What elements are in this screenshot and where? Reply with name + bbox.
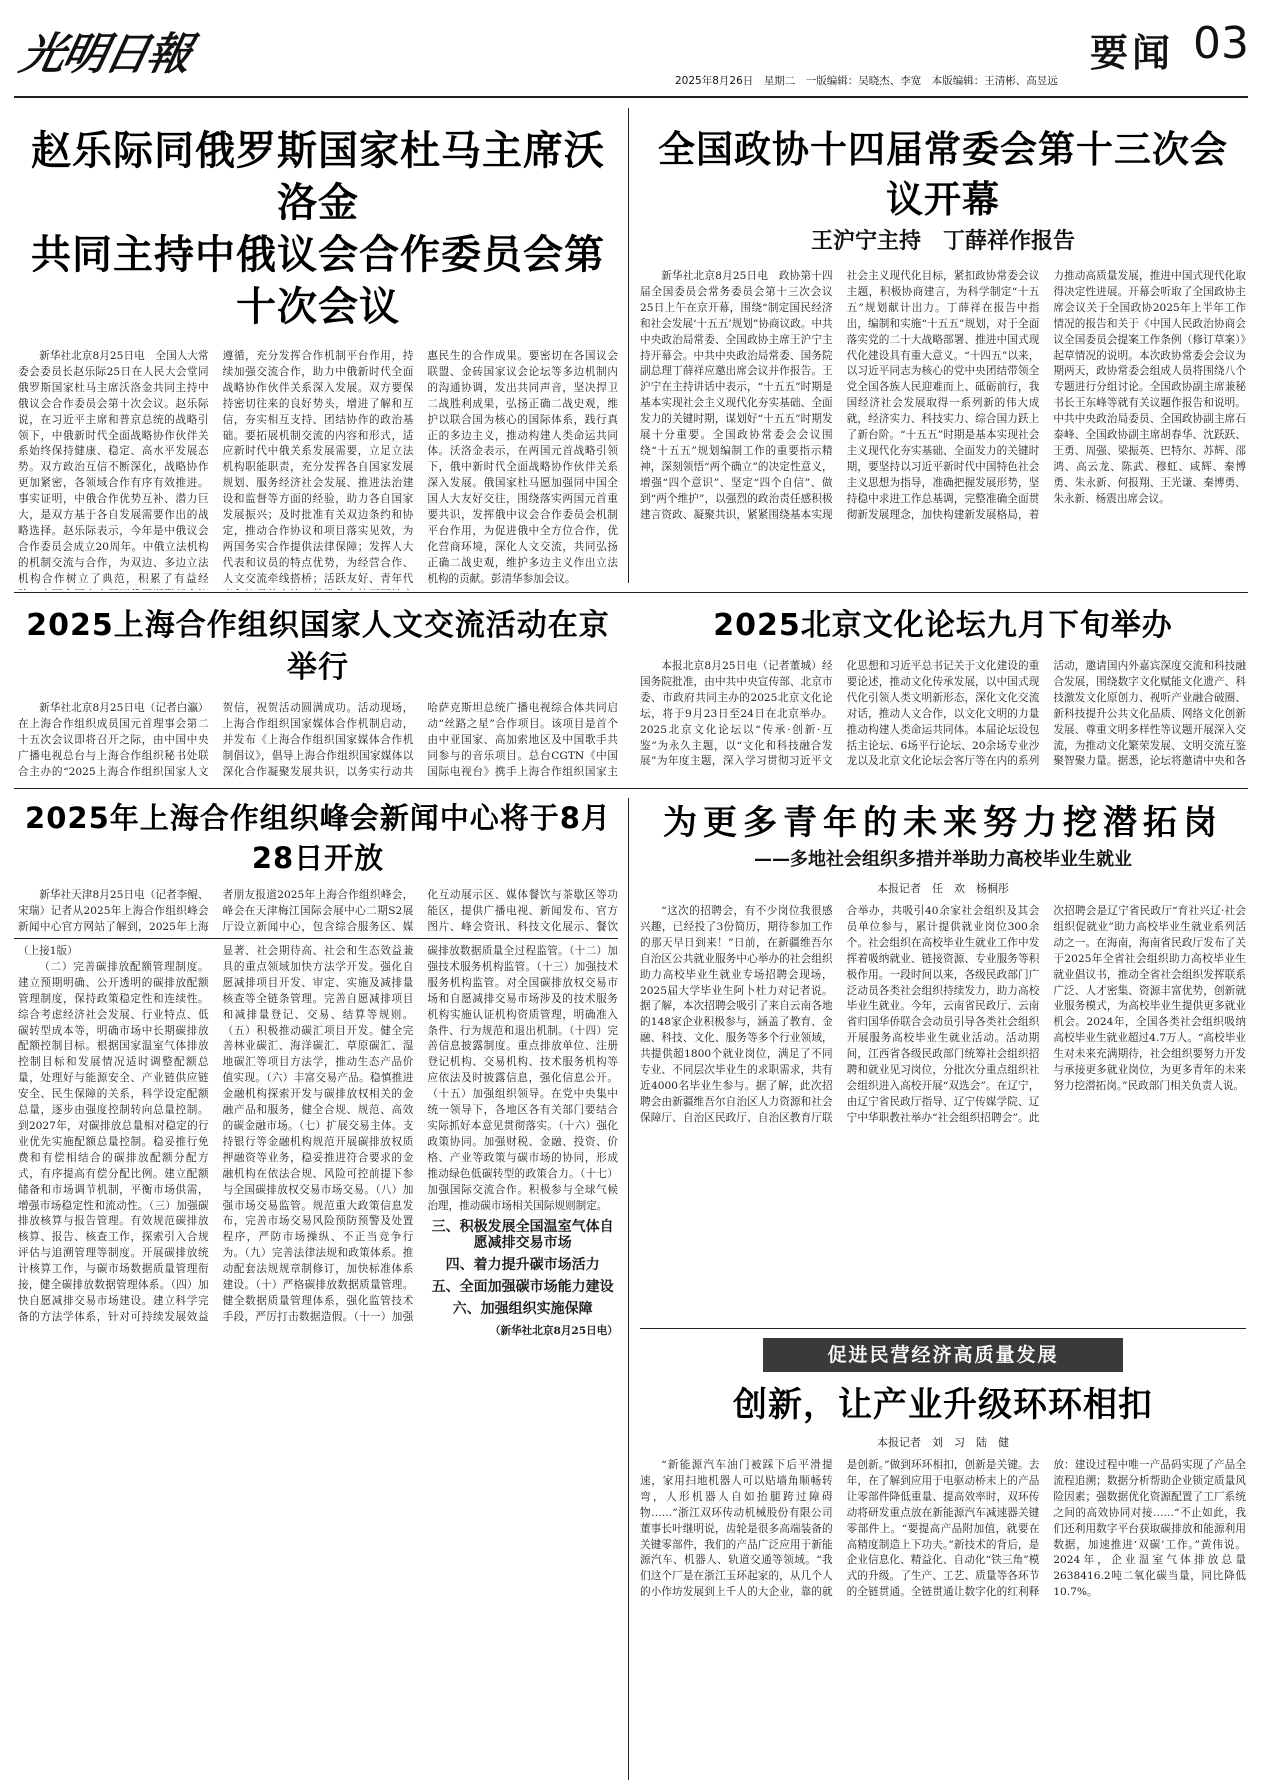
vertical-rule [628, 108, 629, 583]
a5-text: 新华社天津8月25日电（记者李鲲、宋瑞）记者从2025年上海合作组织峰会新闻中心官方网站了解到，2025年上海 者朋友报道2025年上海合作组织峰会，峰会在天津梅江国际会展中心二期S2展厅设立新闻中心，包含综合服务区、媒 化互动展示区、媒体餐饮与茶歇区等功能区，提供广播电视、新闻发布、官方图片、峰会资讯、科技文化展示、餐饮 [18, 889, 618, 933]
a5-title: 2025年上海合作组织峰会新闻中心将于8月28日开放 [25, 801, 611, 875]
a1-title-2: 共同主持中俄议会合作委员会第十次会议 [31, 232, 605, 330]
a1-body [18, 349, 618, 590]
h-rule-2 [14, 788, 1248, 789]
a8-text: “新能源汽车油门被踩下后平滑提速，家用扫地机器人可以贴墙角顺畅转弯，人形机器人自如抬腿跨过障碍物……”浙江双环传动机械股份有限公司董事长叶继明说，齿轮是很多高端装备的关键零部件，我们的产品广泛应用于新能源汽车、机器人、轨道交通等领域。“我们这个厂是在浙江玉环起家的，从几个人的小作坊发展到上千人的大企业，靠的就是创新。”做到环环相扣，创新是关键。去年，在了解到应用于电驱动桥末上的产品让零部件降低重量、提高效率时，双环传动将研发重点放在新能源汽车减速器关键零部件上。“要提高产品附加值，就要在高精度制造上下功夫。”新技术的背后，是企业信息化、精益化、自动化“铁三角”模式的升级。了生产、工艺、质量等各环节的全链贯通。全链贯通让数字化的红利释放：建设过程中唯一产品码实现了产品全流程追溯；数据分析帮助企业锁定质量风险因素；强数据优化资源配置了工厂系统之间的高效协同对接……“不止如此，我们还利用数字平台获取碳排放和能源利用数据，加速推进‘双碳’工作。”黄伟说。2024年，企业温室气体排放总量2638416.2吨二氧化碳当量，同比降低10.7%。 [640, 1459, 1246, 1599]
h-rule-1 [14, 592, 1248, 593]
article-cppcc [640, 125, 1246, 590]
article-zhao-leji [18, 125, 618, 590]
a4-body [640, 659, 1246, 780]
article-sco-culture [18, 605, 618, 780]
a8-banner: 促进民营经济高质量发展 [763, 1338, 1123, 1372]
a6-continued: （上接1版） [18, 945, 78, 957]
masthead [0, 0, 1262, 96]
h-rule-3 [14, 938, 618, 939]
a8-byline: 本报记者 刘 习 陆 健 [877, 1436, 1009, 1449]
a2-text: 新华社北京8月25日电 政协第十四届全国委员会常务委员会第十三次会议25日上午在京开幕，围绕“制定国民经济和社会发展‘十五五’规划”协商议政。中共中央政治局常委、全国政协主席王沪宁主持开幕会。中共中央政治局常委、国务院副总理丁薛祥应邀出席会议并作报告。王沪宁在主持讲话中表示，“十五五”时期是基本实现社会主义现代化夯实基础、全面发力的关键时期，谋划好“十五五”时期发展十分重要。全国政协常委会会议围绕“十五五”规划编制工作的重要指示精神，深刻领悟“两个确立”的决定性意义，增强“四个意识”、坚定“四个自信”、做到“两个维护”，以强烈的政治责任感积极建言资政、凝聚共识，紧紧围绕基本实现社会主义现代化目标，紧扣政协常委会议主题，积极协商建言，为科学制定“十五五”规划献计出力。丁薛祥在报告中指出，编制和实施“十五五”规划，对于全面落实党的二十大战略部署、推进中国式现代化建设具有重大意义。“十四五”以来，以习近平同志为核心的党中央团结带领全党全国各族人民迎难而上、砥砺前行，我国经济社会发展取得一系列新的伟大成就，经济实力、科技实力、综合国力跃上了新台阶。“十五五”时期是基本实现社会主义现代化夯实基础、全面发力的关键时期，要坚持以习近平新时代中国特色社会主义思想为指导，准确把握发展形势，坚持稳中求进工作总基调，完整准确全面贯彻新发展理念，加快构建新发展格局，着力推动高质量发展，推进中国式现代化取得决定性进展。开幕会听取了全国政协主席会议关于全国政协2025年上半年工作情况的报告和关于《中国人民政治协商会议全国委员会提案工作条例（修订草案）》起草情况的说明。本次政协常委会会议为期两天，政协常委会组成人员将围绕八个专题进行分组讨论。全国政协副主席兼秘书长王东峰等就有关议题作报告和说明。中共中央政治局委员、全国政协副主席石泰峰、全国政协副主席胡春华、沈跃跃、王勇、周强、梁振英、巴特尔、苏辉、邵鸿、高云龙、陈武、穆虹、咸辉、秦博勇、朱永新、何报翔、王光谦、秦博勇、朱永新、杨震出席会议。 [640, 270, 1246, 521]
a6-end: （新华社北京8月25日电） [489, 1324, 618, 1337]
a2-body [640, 269, 1246, 590]
page-number: 03 [1193, 18, 1249, 69]
a6-heading-3: 三、积极发展全国温室气体自愿减排交易市场 [431, 1219, 614, 1252]
vertical-rule-2 [628, 798, 629, 1780]
a7-body [640, 904, 1246, 1320]
a4-title: 2025北京文化论坛九月下旬举办 [713, 608, 1173, 643]
a8-body [640, 1458, 1246, 1768]
a7-title: 为更多青年的未来努力挖潜拓岗 [663, 803, 1223, 843]
a3-body [18, 701, 618, 780]
a7-subtitle: ——多地社会组织多措并举助力高校毕业生就业 [754, 849, 1132, 870]
a7-text: “这次的招聘会，有不少岗位我很感兴趣，已经投了3份简历，期待参加工作的那天早日到来！”日前，在新疆维吾尔自治区公共就业服务中心举办的社会组织助力高校毕业生就业专场招聘会现场，2025届大学毕业生阿卜杜力对记者说。据了解，本次招聘会吸引了来自云南各地的148家企业积极参与，涵盖了教育、金融、科技、文化、服务等多个行业领域，共提供超1800个就业岗位，满足了不同专业、不同层次毕业生的求职需求，共有近4000名毕业生参与。据了解，此次招聘会由新疆维吾尔自治区人力资源和社会保障厅、自治区民政厅、自治区教育厅联合举办，共吸引40余家社会组织及其会员单位参与，累计提供就业岗位300余个。社会组织在高校毕业生就业工作中发挥着吸纳就业、链接资源、专业服务等积极作用。一段时间以来，各级民政部门广泛动员各类社会组织持续发力，助力高校毕业生就业。今年，云南省民政厅、云南省归国华侨联合会动员引导各类社会组织开展服务高校毕业生就业活动。活动期间，江西省各级民政部门统筹社会组织招聘和就业见习岗位，分批次分重点组织社会组织进入高校开展“双选会”。在辽宁，由辽宁省民政厅指导、辽宁传媒学院、辽宁中华职教社举办“社会组织招聘会”。此次招聘会是辽宁省民政厅“育社兴辽·社会组织促就业”助力高校毕业生就业系列活动之一。在海南，海南省民政厅发布了关于2025年全省社会组织助力高校毕业生就业倡议书，推动全省社会组织发挥联系广泛、人才密集、资源丰富优势，创新就业服务模式，为高校毕业生提供更多就业机会。2024年，全国各类社会组织吸纳高校毕业生就业超过4.7万人。“高校毕业生对未来充满期待，社会组织要努力开发与承接更多就业岗位，为更多青年的未来努力挖潜拓岗。”民政部门相关负责人说。 [640, 905, 1246, 1124]
article-graduate-employment [640, 800, 1246, 1320]
a6-heading-5: 五、全面加强碳市场能力建设 [431, 1279, 614, 1296]
a5-body [18, 888, 618, 934]
a1-title: 赵乐际同俄罗斯国家杜马主席沃洛金 [31, 128, 605, 226]
a2-title: 全国政协十四届常委会第十三次会议开幕 [658, 128, 1228, 221]
a6-text: （二）完善碳排放配额管理制度。建立预期明确、公开透明的碳排放配额管理制度，保持政策稳定性和连续性。综合考虑经济社会发展、行业特点、低碳转型成本等，明确市场中长期碳排放配额控制目标。根据国家温室气体排放控制目标和发展情况适时调整配额总量，处理好与能源安全、产业链供应链安全、民生保障的关系，科学设定配额总量，逐步由强度控制转向总量控制。到2027年，对碳排放总量相对稳定的行业优先实施配额总量控制。稳妥推行免费和有偿相结合的碳排放配额分配方式，有序提高有偿分配比例。建立配额储备和市场调节机制，平衡市场供需，增强市场稳定性和流动性。（三）加强碳排放核算与报告管理。有效规范碳排放核算、报告、核查工作，探索引入合规评估与追溯管理等制度。开展碳排放统计核算工作，与碳市场数据质量管理衔接，健全碳排放数据管理体系。（四）加快自愿减排交易市场建设。建立科学完备的方法学体系，针对可持续发展效益显著、社会期待高、社会和生态效益兼具的重点领域加快方法学开发。强化自愿减排项目开发、审定、实施及减排量核查等全链条管理。完善自愿减排项目和减排量登记、交易、结算等规则。（五）积极推动碳汇项目开发。健全完善林业碳汇、海洋碳汇、草原碳汇、湿地碳汇等项目方法学，推动生态产品价值实现。（六）丰富交易产品。稳慎推进金融机构探索开发与碳排放权相关的金融产品和服务，健全合规、规范、高效的碳金融市场。（七）扩展交易主体。支持银行等金融机构规范开展碳排放权质押融资等业务，稳妥推进符合要求的金融机构在依法合规、风险可控前提下参与全国碳排放权交易市场交易。（八）加强市场交易监管。规范重大政策信息发布，完善市场交易风险预防预警及处置程序，严防市场操纵、不正当竞争行为。（九）完善法律法规和政策体系。推动配套法规规章制修订，加快标准体系建设。（十）严格碳排放数据质量管理。健全数据质量管理体系，强化监管技术手段，严厉打击数据造假。（十一）加强碳排放数据质量全过程监管。（十二）加强技术服务机构监管。（十三）加强技术服务机构监管。对全国碳排放权交易市场和自愿减排交易市场涉及的技术服务机构实施认证机构资质管理，明确准入条件、行为规范和退出机制。（十四）完善信息披露制度。重点排放单位、注册登记机构、交易机构、技术服务机构等应依法及时披露信息，强化信息公开。（十五）加强组织领导。在党中央集中统一领导下，各地区各有关部门要结合实际抓好本意见贯彻落实。（十六）强化政策协同。加强财税、金融、投资、价格、产业等政策与碳市场的协同，形成推动绿色低碳转型的政策合力。（十七）加强国际交流合作。积极参与全球气候治理，推动碳市场相关国际规则制定。 [18, 945, 618, 1323]
a3-text: 新华社北京8月25日电（记者白瀛）在上海合作组织成员国元首理事会第二十五次会议即将召开之际，由中国中央广播电视总台与上海合作组织秘书处联合主办的“2025上海合作组织国家人文 贺信，祝贺活动圆满成功。活动现场，上海合作组织国家媒体合作机制启动，并发布《上海合作组织国家媒体合作机制倡议》，倡导上海合作组织国家媒体以深化合作凝聚发展共识，以务实行动共 哈萨克斯坦总统广播电视综合体共同启动“丝路之星”合作项目。该项目是首个由中亚国家、高加索地区及中国歌手共同参与的音乐项目。总台CGTN《中国国际电视台》携手上海合作组织国家主 [18, 702, 618, 778]
date-line: 2025年8月26日 星期二 一版编辑：吴晓杰、李宽 本版编辑：王清彬、高昱远 [675, 75, 1058, 87]
article-carbon-market [18, 944, 618, 1780]
a8-title: 创新，让产业升级环环相扣 [733, 1385, 1153, 1425]
a3-title: 2025上海合作组织国家人文交流活动在京举行 [26, 608, 610, 685]
a1-text: 新华社北京8月25日电 全国人大常委会委员长赵乐际25日在人民大会堂同俄罗斯国家杜马主席沃洛金共同主持中俄议会合作委员会第十次会议。赵乐际说，在习近平主席和普京总统的战略引领下，中俄新时代全面战略协作伙伴关系始终保持健康、稳定、高水平发展态势。双方政治互信不断深化，战略协作更加紧密，各领域合作有序有效推进。事实证明，中俄合作优势互补、潜力巨大，是双方基于各自发展需要作出的战略选择。赵乐际表示，今年是中俄议会合作委员会成立20周年。中俄立法机构的机制交流与合作，为双边、多边立法机构合作树立了典范，积累了有益经 遵循，充分发挥合作机制平台作用，持续加强交流合作，助力中俄新时代全面战略协作伙伴关系深入发展。双方要保持密切往来的良好势头，增进了解和互信，夯实相互支持、团结协作的政治基础。要拓展机制交流的内容和形式，适应新时代中俄关系发展需要，立足立法机构职能职责，充分发挥各自国家发展规划、服务经济社会发展、推进法治建设和监督等方面的经验，助力各自国家发展振兴；及时批准有关双边条约和协定，推动合作协议和项目落实见效，为两国务实合作提供法律保障；发挥人大代表和议员的特点优势，为经营合作、人文交流牵线搭桥；活跃友好、青年代 惠民生的合作成果。要密切在各国议会联盟、金砖国家议会论坛等多边机制内的沟通协调，发出共同声音，坚决捍卫二战胜利成果，弘扬正确二战史观，维护以联合国为核心的国际体系，践行真正的多边主义，推动构建人类命运共同体。沃洛金表示，在两国元首战略引领下，俄中新时代全面战略协作伙伴关系深入发展。俄国家杜马愿加强同中国全国人大友好交往，围绕落实两国元首重要共识，发挥俄中议会合作委员会机制平台作用，为促进俄中全方位合作，优化营商环境，深化人文交流，共同弘扬正确二战史观，维护多边主义作出立法机构的贡献。彭清华参加会议。 [18, 350, 618, 585]
a6-heading-6: 六、加强组织实施保障 [452, 1301, 593, 1318]
article-sco-press-center [18, 798, 618, 934]
a4-text: 本报北京8月25日电（记者董城）经国务院批准，由中共中央宣传部、北京市委、市政府共同主办的2025北京文化论坛，将于9月23日至24日在北京举办。2025北京文化论坛以“传承·创新·互鉴”为永久主题，以“文化和科技融合发展”为年度主题，深入学习贯彻习近平文化思想和习近平总书记关于文化建设的重要论述，推动文化传承发展，以中国式现代化引领人类文明新形态，深化文化交流对话，推动人文合作，以文化文明的力量推动构建人类命运共同体。本届论坛设包括主论坛、6场平行论坛、20余场专业沙龙以及北京文化论坛会客厅等在内的系列活动，邀请国内外嘉宾深度交流和科技融合发展，围绕数字文化赋能文化遗产、科技激发文化原创力、视听产业融合破圈、新科技提升公共文化品质、网络文化创新发展、尊重文明多样性等议题开展深入交流，为推动文化繁荣发展、文明交流互鉴聚智聚力量。据悉，论坛将邀请中央和各 [640, 660, 1246, 768]
article-innovation [640, 1338, 1246, 1780]
logo: 光明日報 [15, 29, 195, 80]
h-rule-4 [640, 1328, 1246, 1329]
masthead-rule [14, 96, 1248, 98]
section-name: 要闻 [1090, 30, 1175, 75]
a2-subtitle: 王沪宁主持 丁薛祥作报告 [810, 229, 1075, 254]
a6-heading-4: 四、着力提升碳市场活力 [445, 1257, 600, 1274]
article-beijing-forum [640, 605, 1246, 780]
a7-byline: 本报记者 任 欢 杨桐彤 [877, 882, 1009, 895]
